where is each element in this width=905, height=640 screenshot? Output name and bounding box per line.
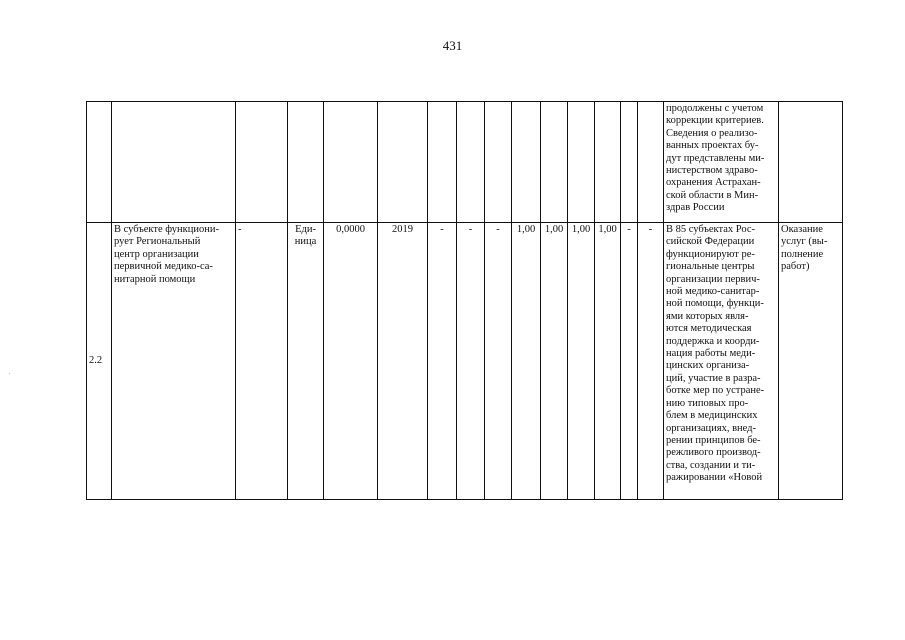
value-cell: -: [485, 223, 512, 500]
value-cell: [457, 102, 485, 223]
page-number: 431: [442, 38, 463, 53]
row-number: [87, 102, 112, 223]
value-cell: [568, 102, 595, 223]
margin-mark: [9, 373, 10, 374]
activity-type-cell: Оказание услуг (вы- полнение работ): [779, 223, 843, 500]
indicator-type: [236, 102, 288, 223]
base-year: [378, 102, 428, 223]
value-cell: [621, 102, 638, 223]
value-cell: 1,00: [512, 223, 541, 500]
value-cell: [541, 102, 568, 223]
value-cell: 1,00: [568, 223, 595, 500]
table-row: [87, 102, 843, 223]
indicator-type: -: [236, 223, 288, 500]
value-cell: -: [457, 223, 485, 500]
unit-cell: Еди- ница: [288, 223, 324, 500]
activity-type-cell: [779, 102, 843, 223]
value-cell: [485, 102, 512, 223]
value-cell: [512, 102, 541, 223]
base-year: 2019: [378, 223, 428, 500]
indicator-name: В субъекте функциони- рует Региональный центр организации первичной медико-са- нитарной помощи: [112, 223, 236, 500]
value-cell: -: [638, 223, 664, 500]
unit-cell: [288, 102, 324, 223]
notes-cell: продолжены с учетом коррекции критериев. Сведения о реализо- ванных проектах бу- дут представлены ми- нистерством здраво- охранения Астрахан- ской области в Мин- здрав России: [664, 102, 779, 223]
indicator-name: [112, 102, 236, 223]
base-value: [324, 102, 378, 223]
base-value: 0,0000: [324, 223, 378, 500]
value-cell: [428, 102, 457, 223]
value-cell: -: [428, 223, 457, 500]
value-cell: [638, 102, 664, 223]
indicator-table: [86, 101, 843, 500]
value-cell: -: [621, 223, 638, 500]
row-number: 2.2: [87, 223, 112, 500]
table-row: [87, 223, 843, 500]
value-cell: 1,00: [595, 223, 621, 500]
value-cell: [595, 102, 621, 223]
value-cell: 1,00: [541, 223, 568, 500]
notes-cell: В 85 субъектах Рос- сийской Федерации функционируют ре- гиональные центры организации первич- ной медико-санитар- ной помощи, функци- ями которых явля- ются методическая поддержка и коорди- нация работы меди- цинских организа- ций, участие в разра- ботке мер по устране- нию типовых про- блем в медицинских организациях, внед- рении принципов бе- режливого производ- ства, создании и ти- ражировании «Новой: [664, 223, 779, 500]
